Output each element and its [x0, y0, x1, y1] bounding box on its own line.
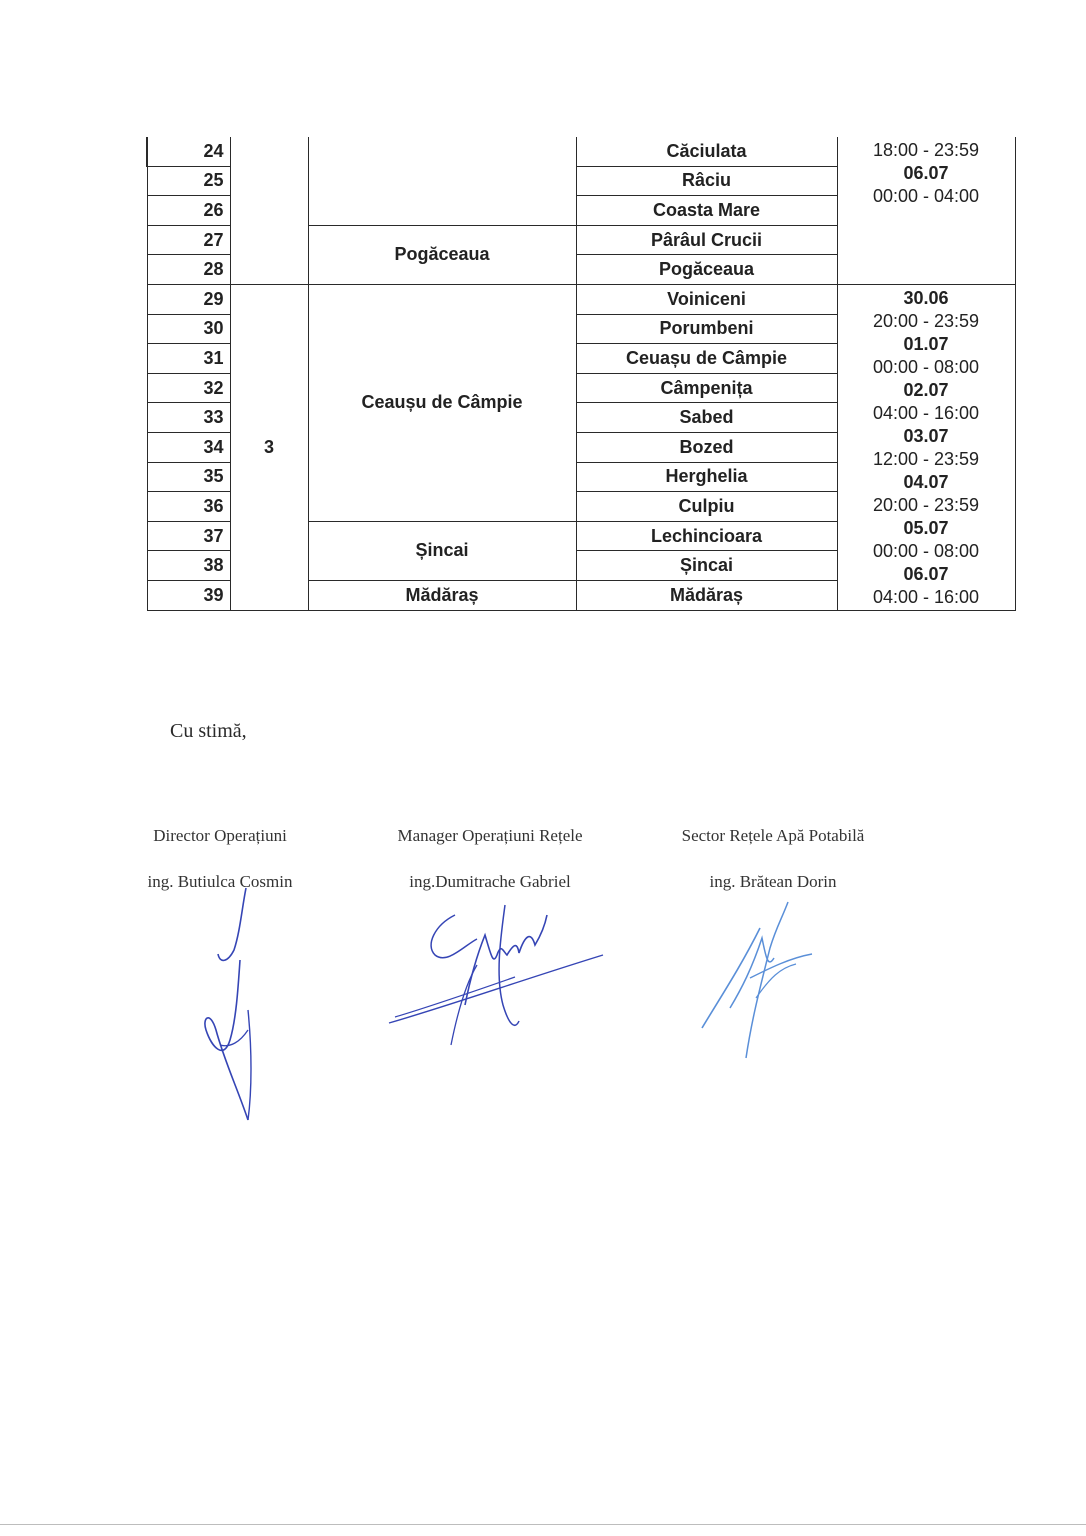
signatory-role: Director Operațiuni — [153, 826, 287, 845]
commune-cell — [308, 137, 576, 225]
handwritten-signature — [385, 895, 615, 1055]
locality-cell: Pârâul Crucii — [576, 225, 837, 255]
schedule-date: 01.07 — [903, 333, 949, 354]
commune-cell: Mădăraș — [308, 580, 576, 610]
row-number: 26 — [147, 196, 230, 226]
locality-cell: Culpiu — [576, 492, 837, 522]
locality-cell: Căciulata — [576, 137, 837, 166]
schedule-hours: 04:00 - 16:00 — [872, 402, 980, 423]
commune-cell: Pogăceaua — [308, 225, 576, 284]
row-number: 24 — [147, 137, 230, 166]
row-number: 35 — [147, 462, 230, 492]
schedule-hours: 18:00 - 23:59 — [872, 140, 980, 160]
locality-cell: Coasta Mare — [576, 196, 837, 226]
schedule-hours: 00:00 - 04:00 — [872, 186, 980, 206]
locality-cell: Herghelia — [576, 462, 837, 492]
schedule-cell — [837, 137, 1015, 284]
row-number: 32 — [147, 373, 230, 403]
closing-salutation: Cu stimă, — [170, 720, 247, 742]
signatory-role: Sector Rețele Apă Potabilă — [681, 826, 865, 845]
zone-cell — [230, 137, 308, 284]
row-number: 27 — [147, 225, 230, 255]
row-number: 34 — [147, 432, 230, 462]
page-bottom-edge — [0, 1524, 1086, 1525]
schedule-date: 06.07 — [903, 163, 949, 183]
locality-cell: Șincai — [576, 551, 837, 581]
commune-cell: Ceaușu de Câmpie — [308, 284, 576, 521]
schedule-hours: 00:00 - 08:00 — [872, 356, 980, 377]
locality-cell: Câmpenița — [576, 373, 837, 403]
row-number: 25 — [147, 166, 230, 196]
signatory-name: ing. Butiulca Cosmin — [147, 872, 293, 891]
locality-cell: Voiniceni — [576, 284, 837, 314]
schedule-date: 02.07 — [903, 379, 949, 400]
row-number: 39 — [147, 580, 230, 610]
schedule-date: 06.07 — [903, 563, 949, 584]
row-number: 37 — [147, 521, 230, 551]
schedule-date: 04.07 — [903, 471, 949, 492]
signatory-name: ing. Brătean Dorin — [709, 872, 837, 891]
schedule-cell — [837, 284, 1015, 610]
schedule-date: 03.07 — [903, 425, 949, 446]
handwritten-signature — [690, 898, 830, 1068]
schedule-date: 05.07 — [903, 517, 949, 538]
zone-cell: 3 — [230, 284, 308, 610]
signatory-role: Manager Operațiuni Rețele — [397, 826, 583, 845]
locality-cell: Mădăraș — [576, 580, 837, 610]
commune-cell: Șincai — [308, 521, 576, 580]
signatory-name: ing.Dumitrache Gabriel — [409, 872, 571, 891]
row-number: 33 — [147, 403, 230, 433]
locality-cell: Pogăceaua — [576, 255, 837, 285]
row-number: 36 — [147, 492, 230, 522]
schedule-hours: 20:00 - 23:59 — [872, 494, 980, 515]
row-number: 31 — [147, 344, 230, 374]
signatory-block — [648, 826, 898, 892]
schedule-hours: 04:00 - 16:00 — [872, 586, 980, 607]
locality-cell: Bozed — [576, 432, 837, 462]
signatory-block — [365, 826, 615, 892]
row-number: 28 — [147, 255, 230, 285]
row-number: 30 — [147, 314, 230, 344]
row-number: 29 — [147, 284, 230, 314]
schedule-hours: 00:00 - 08:00 — [872, 540, 980, 561]
locality-cell: Sabed — [576, 403, 837, 433]
locality-cell: Râciu — [576, 166, 837, 196]
locality-cell: Ceuașu de Câmpie — [576, 344, 837, 374]
outage-schedule-table — [146, 137, 1016, 611]
locality-cell: Lechincioara — [576, 521, 837, 551]
schedule-hours: 20:00 - 23:59 — [872, 310, 980, 331]
row-number: 38 — [147, 551, 230, 581]
schedule-date: 30.06 — [903, 287, 949, 308]
handwritten-signature — [190, 880, 280, 1130]
locality-cell: Porumbeni — [576, 314, 837, 344]
schedule-hours: 12:00 - 23:59 — [872, 448, 980, 469]
